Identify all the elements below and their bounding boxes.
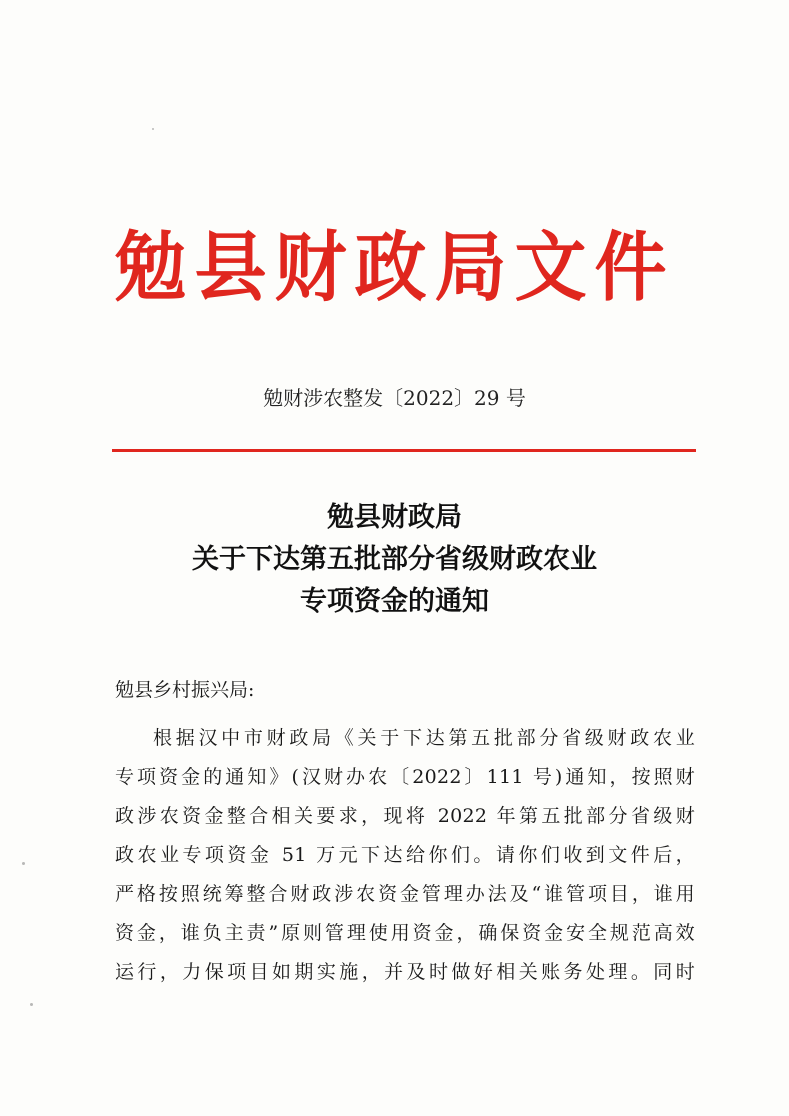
document-header-title: 勉县财政局文件 — [114, 222, 675, 312]
body-line: 专项资金的通知》(汉财办农〔2022〕111 号)通知，按照财 — [115, 766, 695, 788]
salutation: 勉县乡村振兴局: — [115, 679, 255, 701]
body-line: 资金，谁负主责”原则管理使用资金，确保资金安全规范高效 — [115, 922, 695, 944]
body-paragraph — [115, 719, 695, 992]
red-divider-line — [112, 449, 696, 452]
notice-title-line: 勉县财政局 — [327, 502, 462, 533]
scan-speck — [30, 1003, 33, 1006]
notice-title-line: 专项资金的通知 — [300, 586, 489, 617]
body-line: 根据汉中市财政局《关于下达第五批部分省级财政农业 — [153, 727, 695, 749]
document-number: 勉财涉农整发〔2022〕29 号 — [263, 386, 526, 410]
body-line: 政农业专项资金 51 万元下达给你们。请你们收到文件后， — [115, 844, 695, 866]
body-line: 严格按照统筹整合财政涉农资金管理办法及“谁管项目，谁用 — [115, 883, 695, 905]
body-line: 政涉农资金整合相关要求，现将 2022 年第五批部分省级财 — [115, 805, 695, 827]
notice-title — [0, 497, 789, 623]
body-line: 运行，力保项目如期实施，并及时做好相关账务处理。同时 — [115, 961, 695, 983]
scan-speck — [152, 128, 154, 130]
scan-speck — [22, 862, 25, 865]
notice-title-line: 关于下达第五批部分省级财政农业 — [192, 544, 597, 575]
